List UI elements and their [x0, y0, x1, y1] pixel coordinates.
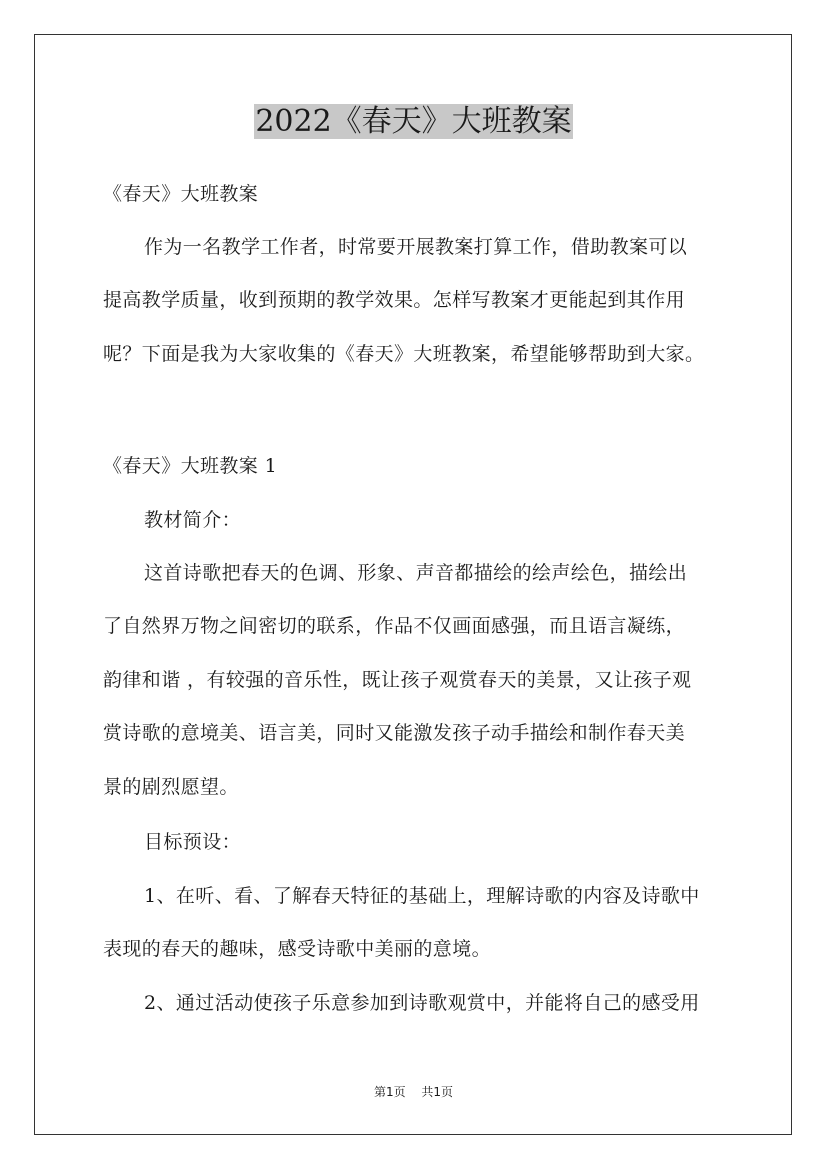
intro-line: 作为一名教学工作者，时常要开展教案打算工作，借助教案可以: [144, 236, 688, 258]
material-line: 了自然界万物之间密切的联系，作品不仅画面感强，而且语言凝练，: [103, 615, 686, 637]
page-footer: [0, 1083, 827, 1101]
material-heading: 教材简介：: [144, 509, 242, 531]
section-heading: 《春天》大班教案 1: [103, 455, 278, 477]
goal-line: 1、在听、看、了解春天特征的基础上，理解诗歌的内容及诗歌中: [144, 885, 700, 907]
page-current: 第1页: [374, 1085, 406, 1099]
goal-line: 2、通过活动使孩子乐意参加到诗歌观赏中，并能将自己的感受用: [144, 992, 700, 1014]
intro-line: 呢？下面是我为大家收集的《春天》大班教案，希望能够帮助到大家。: [103, 343, 705, 365]
document-title: 2022《春天》大班教案: [255, 104, 572, 139]
goal-line: 表现的春天的趣味，感受诗歌中美丽的意境。: [103, 938, 492, 960]
material-line: 韵律和谐 ，有较强的音乐性，既让孩子观赏春天的美景，又让孩子观: [103, 669, 692, 691]
page-total: 共1页: [421, 1085, 453, 1099]
material-line: 景的剧烈愿望。: [103, 776, 239, 798]
document-subtitle: 《春天》大班教案: [103, 183, 259, 205]
material-line: 赏诗歌的意境美、语言美，同时又能激发孩子动手描绘和制作春天美: [103, 722, 686, 744]
goals-heading: 目标预设：: [144, 831, 242, 853]
material-line: 这首诗歌把春天的色调、形象、声音都描绘的绘声绘色，描绘出: [144, 562, 688, 584]
intro-line: 提高教学质量，收到预期的教学效果。怎样写教案才更能起到其作用: [103, 289, 686, 311]
